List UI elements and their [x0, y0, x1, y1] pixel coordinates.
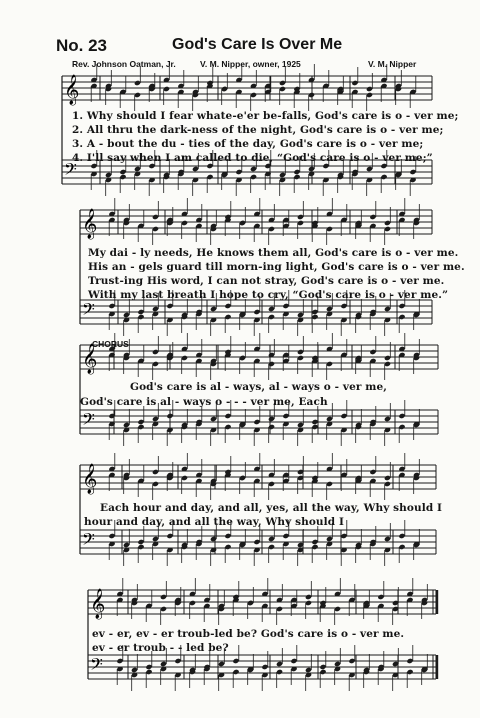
svg-text:𝄞: 𝄞 [82, 209, 98, 239]
svg-text:𝄢: 𝄢 [64, 159, 77, 183]
verse2-line1: 2. All thru the dark-ness of the night, God's care is o - ver me; [72, 124, 444, 136]
svg-text:𝄞: 𝄞 [82, 464, 98, 494]
author-credit: Rev. Johnson Oatman, Jr. [72, 59, 176, 69]
chorus-label: CHORUS [92, 339, 129, 349]
svg-text:𝄢: 𝄢 [82, 299, 95, 323]
verse4-line1: 4. I'll say when I am called to die, “God's care is o - ver me;” [72, 152, 433, 164]
svg-text:𝄢: 𝄢 [90, 654, 103, 678]
chorus-line3-lower: ev - er troub - - led be? [92, 642, 229, 654]
svg-text:𝄞: 𝄞 [64, 75, 80, 105]
chorus-line1-upper: God's care is al - ways, al - ways o - ver me, [130, 381, 387, 393]
verse3-line2: Trust-ing His word, I can not stray, God's care is o - ver me. [88, 275, 445, 287]
chorus-line3-upper: ev - er, ev - er troub-led be? God's care is o - ver me. [92, 628, 405, 640]
svg-text:𝄢: 𝄢 [82, 529, 95, 553]
staff-lines [62, 74, 438, 679]
verse3-line1: 3. A - bout the du - ties of the day, God's care is o - ver me; [72, 138, 424, 150]
verse1-line1: 1. Why should I fear whate-e'er be-falls, God's care is o - ver me; [72, 110, 459, 122]
chorus-line2-lower: hour and day, and all the way, Why should I [84, 516, 344, 528]
svg-text:𝄞: 𝄞 [90, 589, 106, 619]
verse1-line2: My dai - ly needs, He knows them all, God's care is o - ver me. [88, 247, 459, 259]
hymn-title: God's Care Is Over Me [172, 36, 343, 53]
chorus-line1-lower: God's care is al - ways o - - - ver me, Each [80, 396, 328, 408]
chorus-line2-upper: Each hour and day, and all, yes, all the way, Why should I [100, 502, 443, 514]
hymn-number: No. 23 [56, 36, 108, 55]
svg-text:𝄢: 𝄢 [82, 409, 95, 433]
verse2-line2: His an - gels guard till morn-ing light, God's care is o - ver me. [88, 261, 465, 273]
composer-credit: V. M. Nipper [368, 59, 417, 69]
verse4-line2: With my last breath I hope to cry, “God's care is o - ver me.” [88, 289, 449, 301]
svg-text:𝄞: 𝄞 [82, 344, 98, 374]
copyright-credit: V. M. Nipper, owner, 1925 [200, 59, 301, 69]
